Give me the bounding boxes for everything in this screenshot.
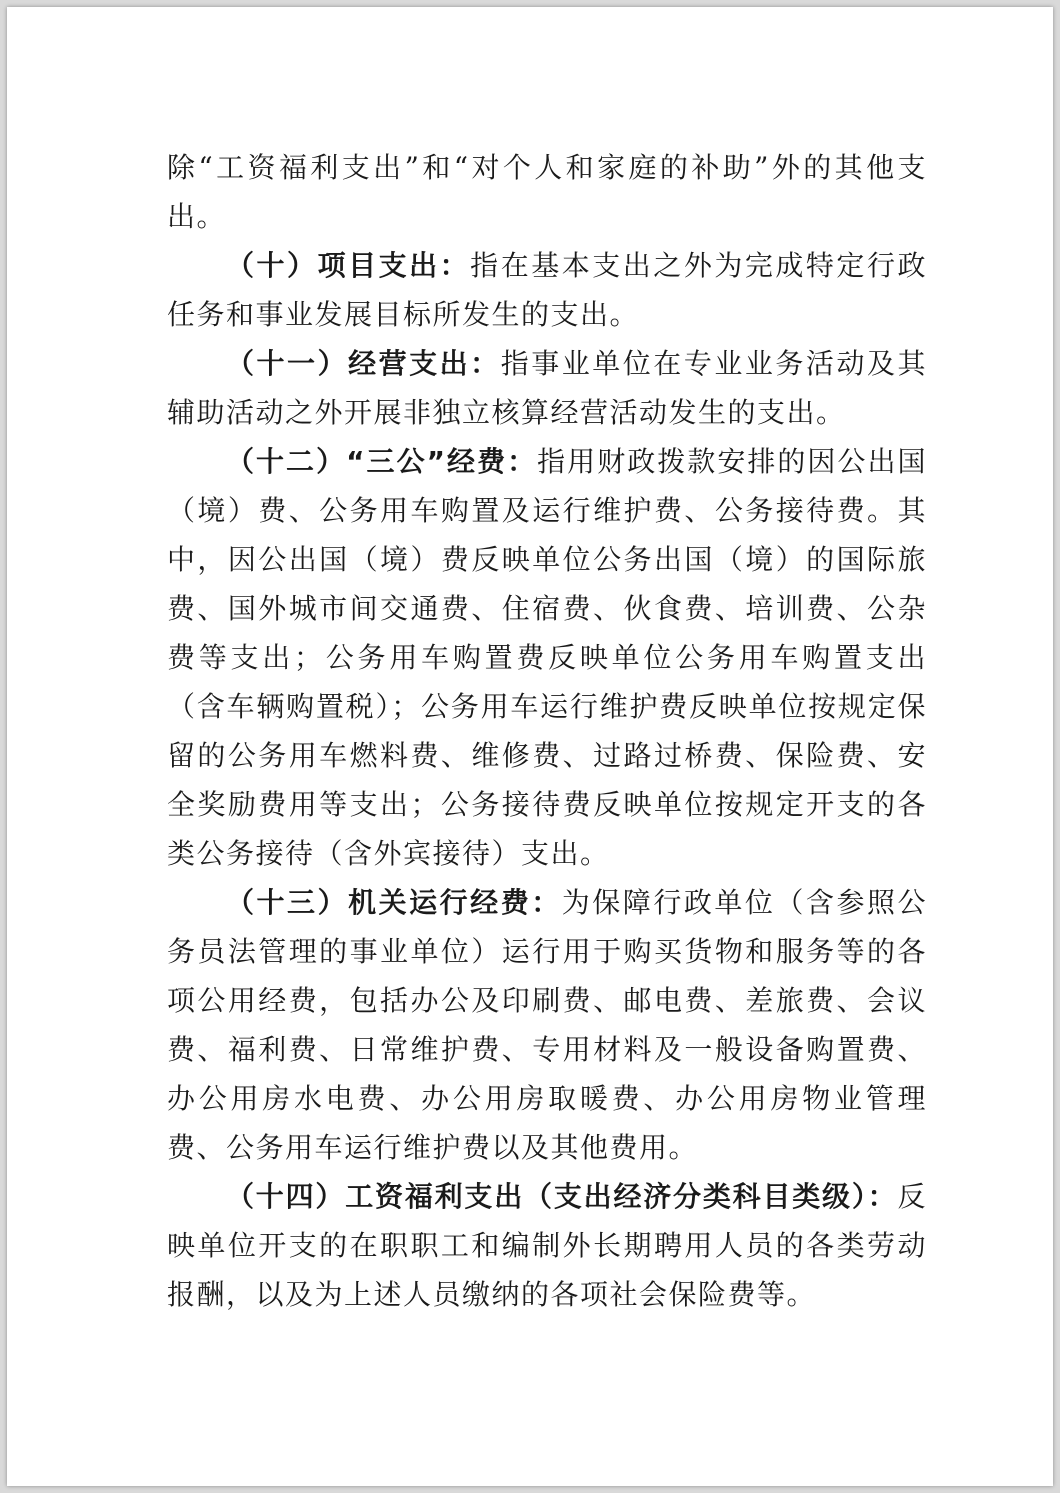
paragraph-project-expenditure: [167, 241, 927, 339]
paragraph-text: 为保障行政单位（含参照公务员法管理的事业单位）运行用于购买货物和服务等的各项公用经费，包括办公及印刷费、邮电费、差旅费、会议费、福利费、日常维护费、专用材料及一般设备购置费、办公用房水电费、办公用房取暖费、办公用房物业管理费、公务用车运行维护费以及其他费用。: [167, 886, 927, 1164]
paragraph-text: 指在基本支出之外为完成特定行政任务和事业发展目标所发生的支出。: [167, 249, 927, 331]
paragraph-text: 除“工资福利支出”和“对个人和家庭的补助”外的其他支出。: [167, 151, 927, 233]
paragraph-text: 指用财政拨款安排的因公出国（境）费、公务用车购置及运行维护费、公务接待费。其中，因公出国（境）费反映单位公务出国（境）的国际旅费、国外城市间交通费、住宿费、伙食费、培训费、公杂费等支出；公务用车购置费反映单位公务用车购置支出（含车辆购置税）；公务用车运行维护费反映单位按规定保留的公务用车燃料费、维修费、过路过桥费、保险费、安全奖励费用等支出；公务接待费反映单位按规定开支的各类公务接待（含外宾接待）支出。: [167, 445, 927, 870]
paragraph-text: 指事业单位在专业业务活动及其辅助活动之外开展非独立核算经营活动发生的支出。: [167, 347, 927, 429]
paragraph-heading: （十四）工资福利支出（支出经济分类科目类级）：: [226, 1180, 898, 1213]
paragraph-wage-welfare-expenditure: [167, 1172, 927, 1319]
paragraph-text: 反映单位开支的在职职工和编制外长期聘用人员的各类劳动报酬，以及为上述人员缴纳的各项社会保险费等。: [167, 1180, 927, 1311]
paragraph-three-public-expenses: [167, 437, 927, 878]
paragraph-heading: （十二）“三公”经费：: [226, 445, 538, 478]
paragraph-heading: （十）项目支出：: [226, 249, 471, 282]
paragraph-operating-expenditure: [167, 339, 927, 437]
paragraph-heading: （十一）经营支出：: [226, 347, 501, 380]
document-page: [7, 7, 1053, 1486]
paragraph-agency-operating-funds: [167, 878, 927, 1172]
paragraph-other-expenses-tail: [167, 143, 927, 241]
paragraph-heading: （十三）机关运行经费：: [226, 886, 562, 919]
document-body: [167, 143, 927, 1319]
